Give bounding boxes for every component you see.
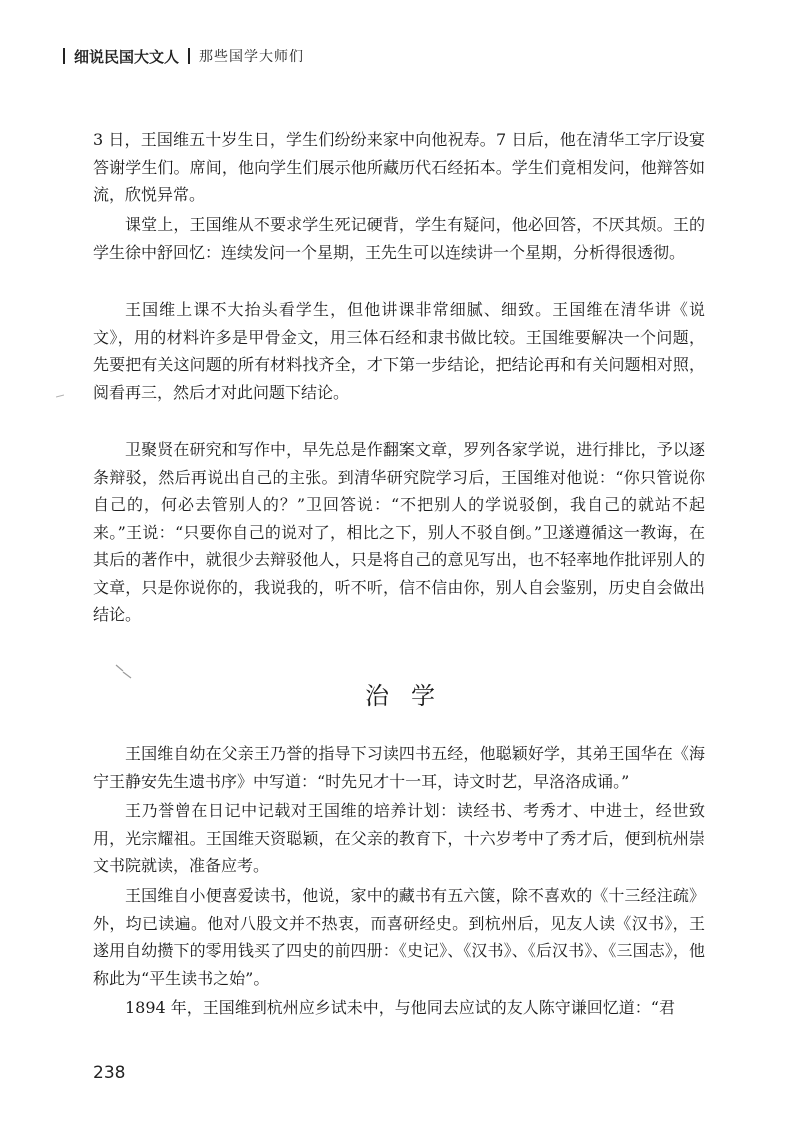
paragraph: 王国维自小便喜爱读书，他说，家中的藏书有五六箧，除不喜欢的《十三经注疏》外，均已读遍。他对八股文并不热衷，而喜研经史。到杭州后，见友人读《汉书》，王遂用自幼攒下的零用钱买了四史的前四册：《史记》、《汉书》、《后汉书》、《三国志》，他称此为“平生读书之始”。 — [93, 886, 705, 988]
running-head — [63, 44, 304, 68]
paragraph: 王乃誉曾在日记中记载对王国维的培养计划：读经书、考秀才、中进士，经世致用，光宗耀祖。王国维天资聪颖，在父亲的教育下，十六岁考中了秀才后，便到杭州崇文书院就读，准备应考。 — [93, 801, 705, 875]
paragraph: 1894 年，王国维到杭州应乡试未中，与他同去应试的友人陈守谦回忆道：“君 — [125, 998, 675, 1017]
book-title: 细说民国大文人 — [74, 47, 180, 66]
section-heading: 治学 — [365, 682, 457, 710]
page-number: 238 — [93, 1063, 126, 1083]
paragraph: 王国维自幼在父亲王乃誉的指导下习读四书五经，他聪颖好学，其弟王国华在《海宁王静安先生遗书序》中写道：“时先兄才十一耳，诗文时艺，早洛洛成诵。” — [93, 744, 705, 791]
header-divider — [63, 48, 65, 64]
paragraph: 卫聚贤在研究和写作中，早先总是作翻案文章，罗列各家学说，进行排比，予以逐条辩驳，然后再说出自己的主张。到清华研究院学习后，王国维对他说：“你只管说你自己的，何必去管别人的？”卫回答说：“不把别人的学说驳倒，我自己的就站不起来。”王说：“只要你自己的说对了，相比之下，别人不驳自倒。”卫遂遵循这一教诲，在其后的著作中，就很少去辩驳他人，只是将自己的意见写出，也不轻率地作批评别人的文章，只是你说你的，我说我的，听不听，信不信由你，别人自会鉴别，历史自会做出结论。 — [93, 440, 705, 624]
paragraph: 课堂上，王国维从不要求学生死记硬背，学生有疑问，他必回答，不厌其烦。王的学生徐中舒回忆：连续发问一个星期，王先生可以连续讲一个星期，分析得很透彻。 — [93, 215, 705, 262]
chapter-title: 那些国学大师们 — [199, 49, 305, 65]
header-divider — [188, 48, 190, 64]
paragraph: 3 日，王国维五十岁生日，学生们纷纷来家中向他祝寿。7 日后，他在清华工字厅设宴答谢学生们。席间，他向学生们展示他所藏历代石经拓本。学生们竟相发问，他辩答如流，欣悦异常。 — [93, 130, 705, 204]
paragraph: 王国维上课不大抬头看学生，但他讲课非常细腻、细致。王国维在清华讲《说文》，用的材料许多是甲骨金文，用三体石经和隶书做比较。王国维要解决一个问题，先要把有关这问题的所有材料找齐全，才下第一步结论，把结论再和有关问题相对照，阅看再三，然后才对此问题下结论。 — [93, 300, 705, 402]
scan-speck-mark — [56, 394, 64, 398]
